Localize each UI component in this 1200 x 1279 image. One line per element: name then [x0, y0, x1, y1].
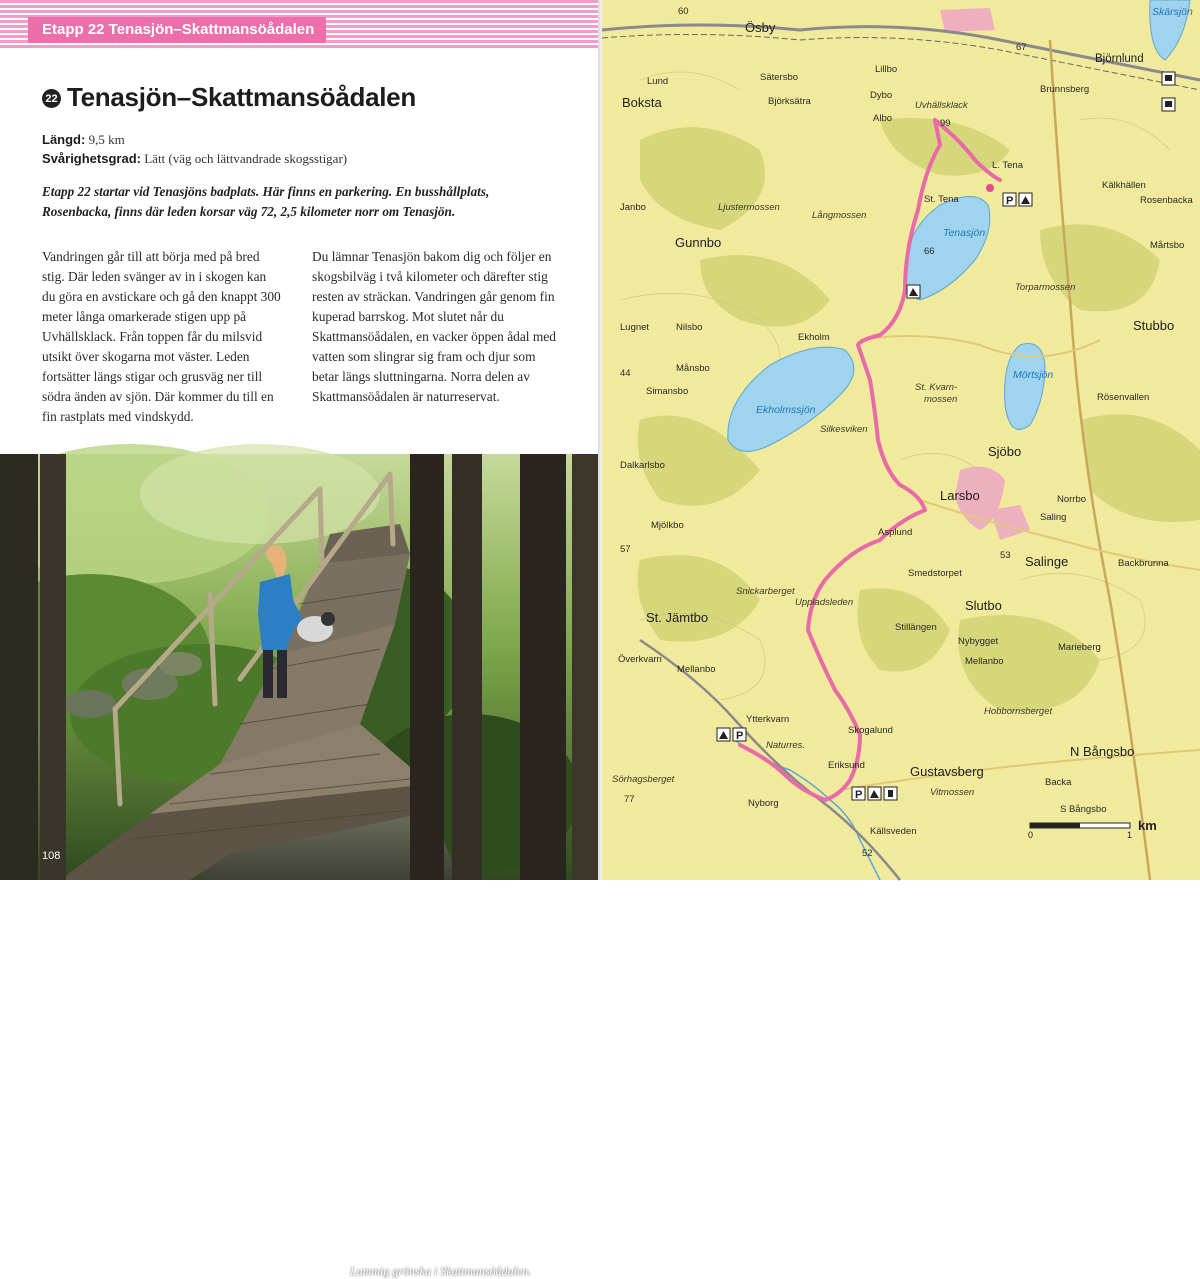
place-label: Eriksund — [828, 760, 865, 771]
stage-title: Tenasjön–Skattmansöådalen — [67, 82, 416, 113]
toilet-icon — [884, 787, 897, 800]
place-label: Boksta — [622, 95, 663, 110]
place-label: Brunnsberg — [1040, 84, 1089, 95]
parking-icon — [1003, 193, 1016, 207]
place-label: Sätersbo — [760, 72, 798, 83]
swimming-spot-icon — [986, 184, 994, 192]
intro-paragraph: Etapp 22 startar vid Tenasjöns badplats. Här finns en parkering. En busshållplats, Rosenbacka, finns där leden korsar väg 72, 2,5 kilometer norr om Tenasjön. — [42, 182, 560, 222]
place-label: N Bångsbo — [1070, 744, 1134, 759]
photo-illustration — [0, 454, 598, 880]
windshelter-icon — [868, 787, 881, 800]
place-label: Snickarberget — [736, 586, 795, 597]
length-value: 9,5 km — [89, 132, 125, 147]
place-label: Sjöbo — [988, 444, 1021, 459]
place-label: Rosenbacka — [1140, 195, 1194, 206]
place-label: St. Kvarn- — [915, 382, 957, 393]
bus-stop-icon — [1162, 98, 1175, 111]
body-column-1: Vandringen går till att börja med på bred stig. Där leden svänger av in i skogen kan du göra en avstickare och gå den knappt 300 meter långa omarkerade stigen upp på Uvhällsklack. Från toppen får du milsvid utsikt över skogarna mot väster. Leden fortsätter längs stigar och grusväg ner till södra änden av sjön. Där kommer du till en fin rastplats med vindskydd. — [42, 247, 282, 427]
place-label: L. Tena — [992, 160, 1024, 171]
place-label: Lugnet — [620, 322, 649, 333]
stage-title-row — [42, 82, 416, 113]
place-label: 53 — [1000, 550, 1011, 561]
place-label: Björksätra — [768, 96, 811, 107]
place-label: Mårtsbo — [1150, 240, 1184, 251]
place-label: Mörtsjön — [1013, 369, 1053, 381]
place-label: St. Jämtbo — [646, 610, 708, 625]
scale-one: 1 — [1127, 830, 1132, 840]
place-label: S Bångsbo — [1060, 804, 1106, 815]
place-label: Skogalund — [848, 725, 893, 736]
place-label: Uppladsleden — [795, 597, 853, 608]
place-label: 57 — [620, 544, 631, 555]
place-label: Larsbo — [940, 488, 980, 503]
place-label: Simansbo — [646, 386, 688, 397]
place-label: Ljustermossen — [718, 202, 780, 213]
parking-icon — [852, 787, 865, 801]
place-label: Backbrunna — [1118, 558, 1169, 569]
map-canvas — [602, 0, 1200, 880]
left-page — [0, 0, 598, 880]
place-label: Albo — [873, 113, 892, 124]
place-label: Uvhällsklack — [915, 100, 969, 111]
svg-text:P: P — [855, 789, 862, 801]
place-label: Stillängen — [895, 622, 937, 633]
place-label: Ekholm — [798, 332, 830, 343]
place-label: 66 — [924, 246, 935, 257]
place-label: Nybygget — [958, 636, 998, 647]
place-label: Ösby — [745, 20, 776, 35]
section-label: Etapp 22 Tenasjön–Skattmansöådalen — [28, 17, 326, 43]
difficulty-label: Svårighetsgrad: — [42, 151, 141, 166]
place-label: 44 — [620, 368, 631, 379]
place-label: Torparmossen — [1015, 282, 1075, 293]
place-label: Sörhagsberget — [612, 774, 675, 785]
place-label: Lund — [647, 76, 668, 87]
place-label: Backa — [1045, 777, 1072, 788]
place-label: Slutbo — [965, 598, 1002, 613]
place-label: 77 — [624, 794, 635, 805]
place-label: Hobbornsberget — [984, 706, 1052, 717]
place-label: Smedstorpet — [908, 568, 962, 579]
place-label: Rösenvallen — [1097, 392, 1149, 403]
photo-caption: Lummig grönska i Skattmansöådalen. — [350, 1264, 531, 1279]
photo-footbridge — [0, 454, 598, 880]
place-label: Dalkarlsbo — [620, 460, 665, 471]
place-label: Kälkhällen — [1102, 180, 1146, 191]
place-label: Salinge — [1025, 554, 1068, 569]
place-label: St. Tena — [924, 194, 959, 205]
difficulty-value: Lätt (väg och lättvandrade skogsstigar) — [144, 151, 347, 166]
place-label: mossen — [924, 394, 957, 405]
place-label: Norrbo — [1057, 494, 1086, 505]
place-label: Långmossen — [812, 210, 866, 221]
shelter-icon — [1019, 193, 1032, 206]
place-label: Nilsbo — [676, 322, 702, 333]
scale-zero: 0 — [1028, 830, 1033, 840]
windshelter-icon — [907, 285, 920, 298]
place-label: Stubbo — [1133, 318, 1174, 333]
place-label: Ytterkvarn — [746, 714, 789, 725]
trail-map — [602, 0, 1200, 880]
place-label: Vitmossen — [930, 787, 974, 798]
shelter-icon — [717, 728, 730, 741]
svg-text:P: P — [1006, 195, 1013, 207]
place-label: 60 — [678, 6, 689, 17]
stage-number-badge: 22 — [42, 89, 61, 108]
place-label: Janbo — [620, 202, 646, 213]
place-label: Ekholmssjön — [756, 404, 816, 416]
place-label: Dybo — [870, 90, 892, 101]
place-label: Nyborg — [748, 798, 779, 809]
parking-icon — [733, 728, 746, 742]
place-label: Gustavsberg — [910, 764, 984, 779]
bus-stop-icon — [1162, 72, 1175, 85]
place-label: Saling — [1040, 512, 1066, 523]
place-label: Marieberg — [1058, 642, 1101, 653]
place-label: Gunnbo — [675, 235, 721, 250]
scale-unit: km — [1138, 818, 1157, 833]
length-label: Längd: — [42, 132, 85, 147]
svg-text:P: P — [736, 730, 743, 742]
place-label: Månsbo — [676, 363, 710, 374]
place-label: Mjölkbo — [651, 520, 684, 531]
place-label: Mellanbo — [677, 664, 716, 675]
place-label: Överkvarn — [618, 654, 662, 665]
stage-facts — [42, 130, 347, 168]
place-label: Källsveden — [870, 826, 916, 837]
page-number: 108 — [42, 850, 60, 862]
body-column-2: Du lämnar Tenasjön bakom dig och följer en skogsbilväg i två kilometer och därefter stig resten av sträckan. Vandringen går genom fin kuperad barrskog. Mot slutet når du Skattmansöådalen, en vacker öppen ådal med vatten som slingrar sig fram och djur som betar längs sluttningarna. Norra delen av Skattmansöådalen är naturreservat. — [312, 247, 560, 407]
place-label: Lillbo — [875, 64, 897, 75]
place-label: 52 — [862, 848, 873, 859]
difficulty-row — [42, 149, 347, 168]
place-label: Skärsjön — [1152, 6, 1193, 18]
place-label: Tenasjön — [943, 227, 985, 239]
place-label: Asplund — [878, 527, 912, 538]
place-label: Mellanbo — [965, 656, 1004, 667]
place-label: Björnlund — [1095, 53, 1144, 65]
place-label: Naturres. — [766, 740, 805, 751]
place-label: 67 — [1016, 42, 1027, 53]
place-label: 99 — [940, 118, 951, 129]
length-row — [42, 130, 347, 149]
place-label: Silkesviken — [820, 424, 868, 435]
